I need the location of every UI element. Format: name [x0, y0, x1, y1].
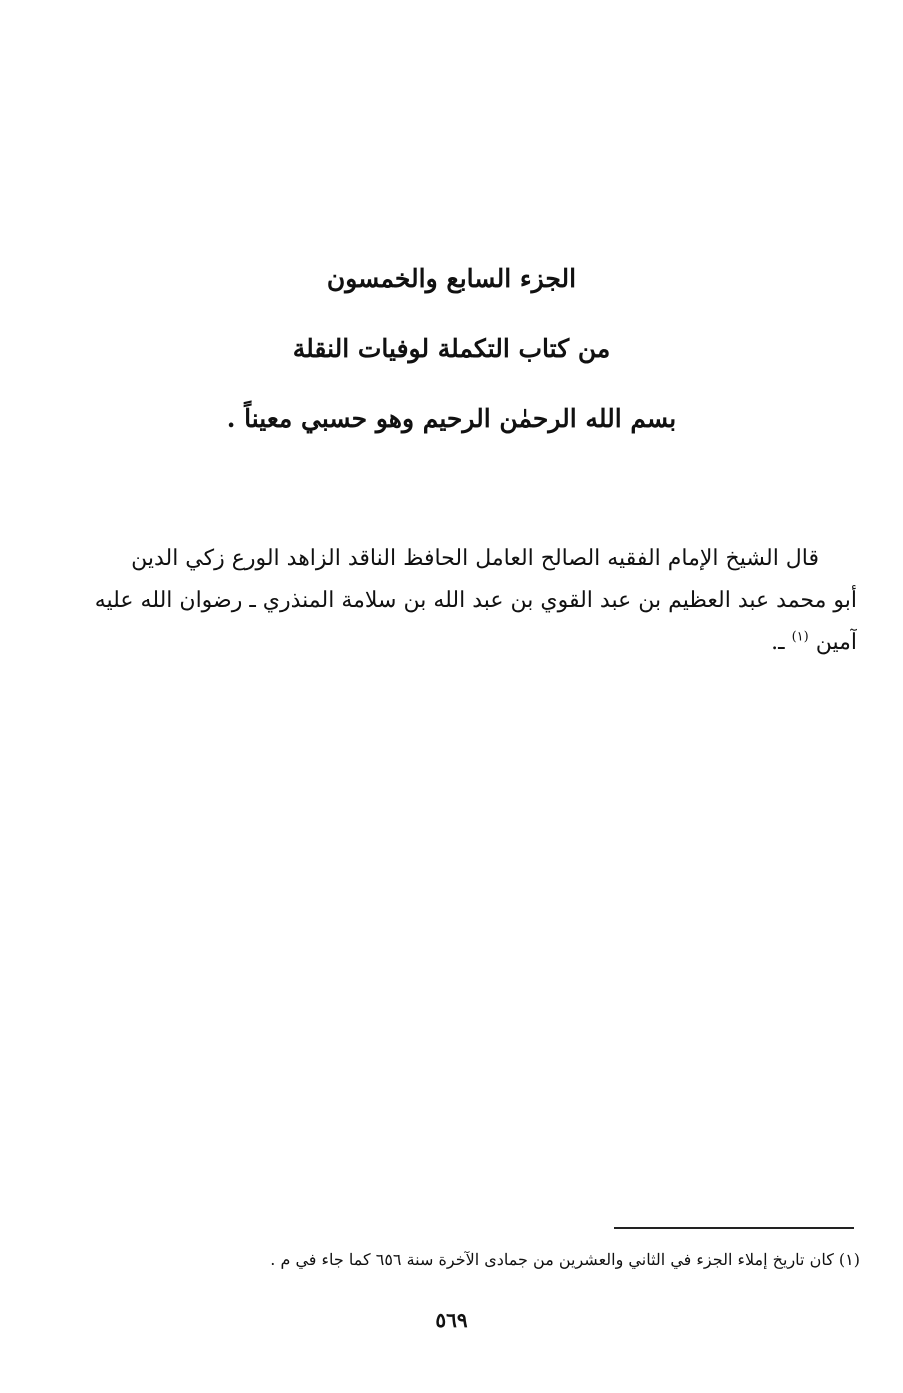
footnote-text: (١) كان تاريخ إملاء الجزء في الثاني والعشرين من جمادى الآخرة سنة ٦٥٦ كما جاء في م . — [270, 1250, 860, 1269]
part-heading: الجزء السابع والخمسون — [326, 264, 577, 293]
book-title: من كتاب التكملة لوفيات النقلة — [292, 334, 611, 363]
footnote-divider — [614, 1227, 854, 1229]
body-line-1: قال الشيخ الإمام الفقيه الصالح العامل الحافظ الناقد الزاهد الورع زكي الدين — [131, 546, 819, 571]
footnote-reference: (١) — [791, 629, 809, 645]
closing-dash: ـ. — [771, 630, 785, 655]
body-line-3 — [85, 622, 857, 664]
body-line-2: أبو محمد عبد العظيم بن عبد القوي بن عبد الله بن سلامة المنذري ـ رضوان الله عليه — [94, 588, 857, 613]
basmala-line: بسم الله الرحمٰن الرحيم وهو حسبي معيناً . — [226, 404, 677, 433]
page-number: ٥٦٩ — [435, 1308, 468, 1332]
body-paragraph — [85, 538, 857, 664]
amen-word: آمين — [815, 630, 857, 655]
